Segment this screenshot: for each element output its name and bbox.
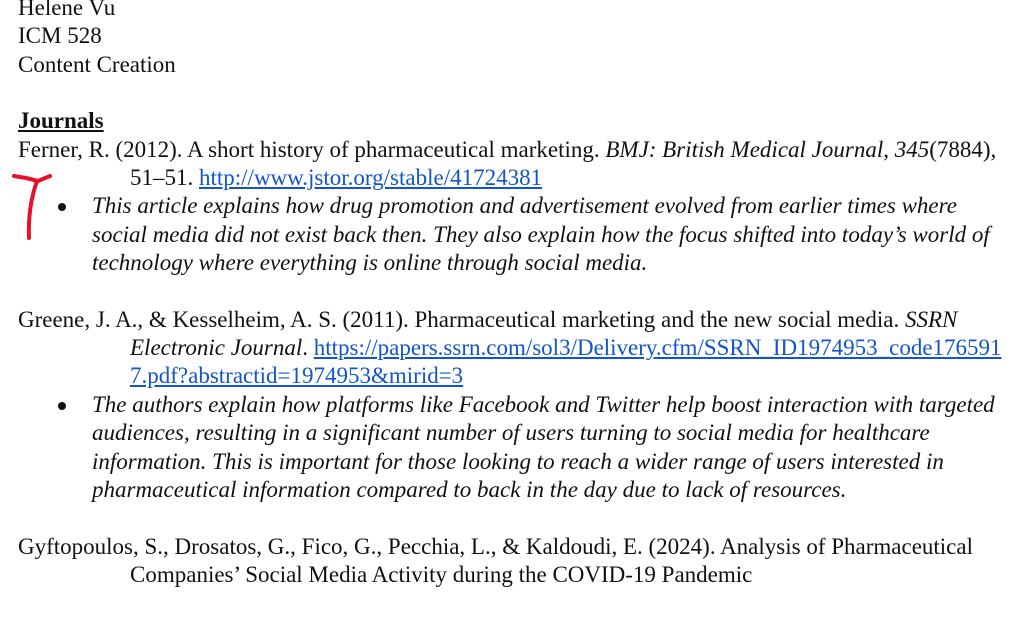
arrow-head	[14, 176, 50, 181]
handwritten-arrow-icon	[0, 0, 80, 260]
summary-text: This article explains how drug promotion and advertisement evolved from earlier times where social media did not exist back then. They also explain how the focus shifted into today’s world of technology where everything is online through social media.	[92, 193, 990, 276]
reference-citation: Ferner, R. (2012). A short history of pharmaceutical marketing.	[18, 136, 606, 162]
bullet-icon	[58, 402, 66, 410]
author-name: Helene Vu	[18, 0, 116, 20]
document-page	[18, 0, 1008, 589]
reference-citation: Greene, J. A., & Kesselheim, A. S. (2011). Pharmaceutical marketing and the new social media.	[18, 306, 905, 332]
reference-entry-2: Greene, J. A., & Kesselheim, A. S. (2011). Pharmaceutical marketing and the new social media. SSRN Electronic Journal. https://papers.ssrn.com/sol3/Delivery.cfm/SSRN_ID1974953_code1765917.pdf?abstractid=1974953&mirid=3	[18, 306, 1002, 389]
volume-number: 345	[894, 136, 930, 162]
summary-text: The authors explain how platforms like Facebook and Twitter help boost interaction with targeted audiences, resulting in a significant number of users turning to social media for healthcare information. This is important for those looking to reach a wider range of users interested in pharmaceutical information compared to back in the day due to lack of resources.	[92, 391, 995, 503]
reference-entry-3	[18, 533, 1008, 590]
document-title: Content Creation	[18, 51, 176, 77]
summary-bullet-2	[18, 391, 1008, 505]
course-code: ICM 528	[18, 23, 102, 49]
reference-citation: Gyftopoulos, S., Drosatos, G., Fico, G., Pecchia, L., & Kaldoudi, E. (2024). Analysis of Pharmaceutical Companies’ Social Media Activity during the COVID-19 Pandemic	[18, 533, 973, 587]
reference-link[interactable]: http://www.jstor.org/stable/41724381	[199, 165, 543, 191]
reference-link[interactable]: https://papers.ssrn.com/sol3/Delivery.cfm/SSRN_ID1974953_code1765917.pdf?abstractid=1974953&mirid=3	[130, 335, 1002, 389]
journal-name: BMJ: British Medical Journal	[605, 136, 884, 162]
issue-pages: (7884), 51–51.	[130, 136, 997, 191]
reference-entry-1: Ferner, R. (2012). A short history of pharmaceutical marketing. BMJ: British Medical Journal, 345(7884), 51–51. http://www.jstor.org/stable/41724381	[18, 136, 997, 191]
arrow-shaft	[29, 181, 37, 238]
section-heading: Journals	[18, 108, 104, 134]
journal-name: SSRN Electronic Journal	[130, 306, 958, 361]
summary-bullet-1	[18, 192, 1008, 277]
